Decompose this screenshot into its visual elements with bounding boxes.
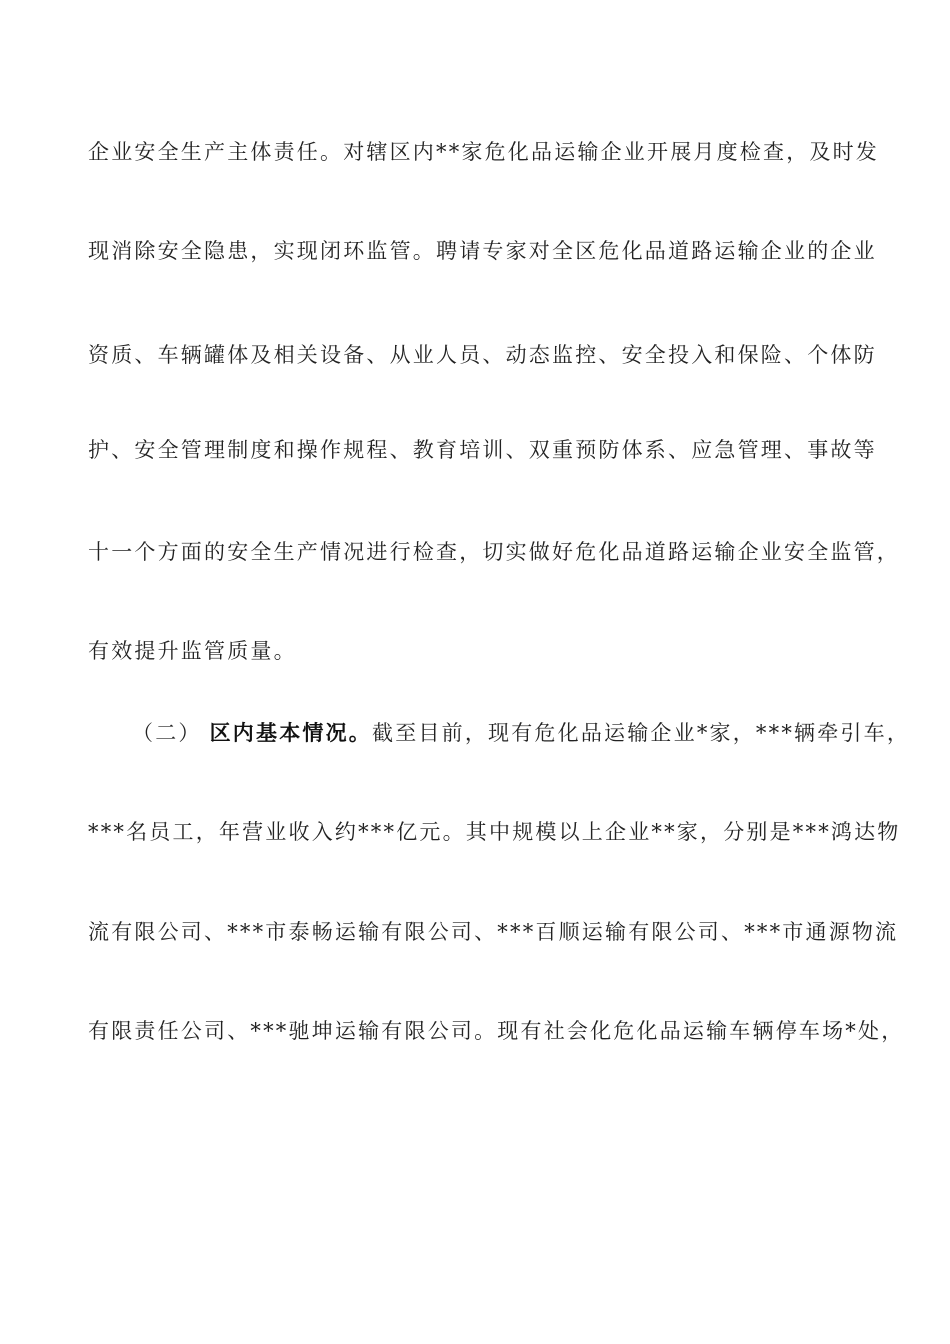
paragraph-2-line-2: ***名员工，年营业收入约***亿元。其中规模以上企业**家，分别是***鸿达物	[88, 820, 901, 844]
paragraph-1-line-2: 现消除安全隐患，实现闭环监管。聘请专家对全区危化品道路运输企业的企业	[88, 239, 877, 263]
paragraph-2-line-4: 有限责任公司、***驰坤运输有限公司。现有社会化危化品运输车辆停车场*处，	[88, 1019, 905, 1043]
paragraph-1-line-5: 十一个方面的安全生产情况进行检查，切实做好危化品道路运输企业安全监管，	[88, 540, 900, 564]
paragraph-1-line-6: 有效提升监管质量。	[88, 639, 297, 663]
paragraph-2-line-3: 流有限公司、***市泰畅运输有限公司、***百顺运输有限公司、***市通源物流	[88, 920, 899, 944]
section-heading: 区内基本情况。	[209, 720, 373, 745]
paragraph-1-line-4: 护、安全管理制度和操作规程、教育培训、双重预防体系、应急管理、事故等	[88, 438, 877, 462]
section-number: （二）	[132, 721, 202, 745]
paragraph-1-line-3: 资质、车辆罐体及相关设备、从业人员、动态监控、安全投入和保险、个体防	[88, 343, 877, 367]
paragraph-1-line-1: 企业安全生产主体责任。对辖区内**家危化品运输企业开展月度检查，及时发	[88, 140, 879, 164]
paragraph-2-line-1-text: 截至目前，现有危化品运输企业*家，***辆牵引车，	[372, 721, 911, 745]
paragraph-2-line-1	[132, 718, 911, 748]
